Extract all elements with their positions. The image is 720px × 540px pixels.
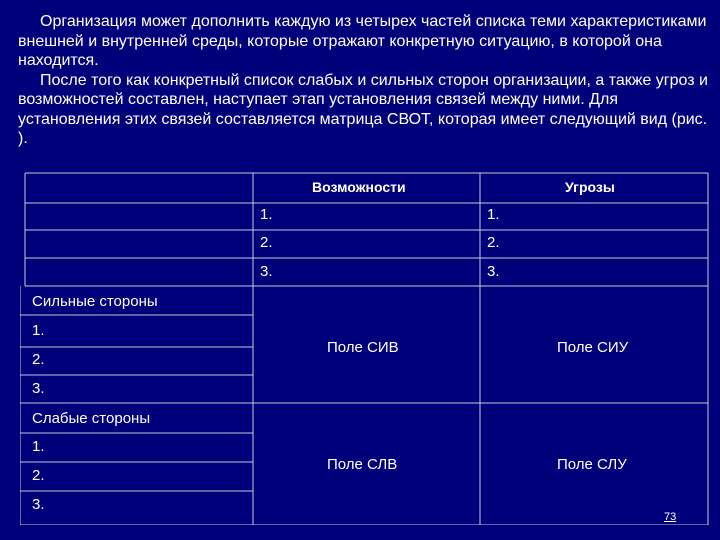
- weakness-1: 1.: [32, 438, 45, 455]
- strengths-label: Сильные стороны: [32, 293, 158, 310]
- opportunity-1: 1.: [260, 206, 273, 223]
- opportunity-3: 3.: [260, 263, 273, 280]
- field-siv: Поле СИВ: [327, 339, 399, 356]
- weaknesses-label: Слабые стороны: [32, 410, 151, 427]
- paragraph-1: Организация может дополнить каждую из четырех частей списка теми характеристиками внешней и внутренней среды, которые отражают конкретную ситуацию, в которой она находится.: [18, 13, 707, 69]
- strength-2: 2.: [32, 351, 45, 368]
- strength-3: 3.: [32, 380, 45, 397]
- threat-2: 2.: [487, 234, 500, 251]
- opportunity-2: 2.: [260, 234, 273, 251]
- header-threats: Угрозы: [565, 179, 615, 195]
- page-number: 73: [664, 511, 677, 523]
- strength-1: 1.: [32, 322, 45, 339]
- body-text: [18, 12, 708, 149]
- field-siu: Поле СИУ: [557, 339, 629, 356]
- swot-matrix: [20, 170, 710, 525]
- field-slv: Поле СЛВ: [327, 456, 398, 473]
- header-opportunities: Возможности: [312, 179, 406, 195]
- weakness-2: 2.: [32, 467, 45, 484]
- paragraph-2: После того как конкретный список слабых и сильных сторон организации, а также угроз и возможностей составлен, наступает этап установления связей между ними. Для установления этих связей составляется матрица СВОТ, которая имеет следующий вид (рис. ).: [18, 71, 708, 147]
- threat-1: 1.: [487, 206, 500, 223]
- weakness-3: 3.: [32, 496, 45, 513]
- field-slu: Поле СЛУ: [557, 456, 627, 473]
- threat-3: 3.: [487, 263, 500, 280]
